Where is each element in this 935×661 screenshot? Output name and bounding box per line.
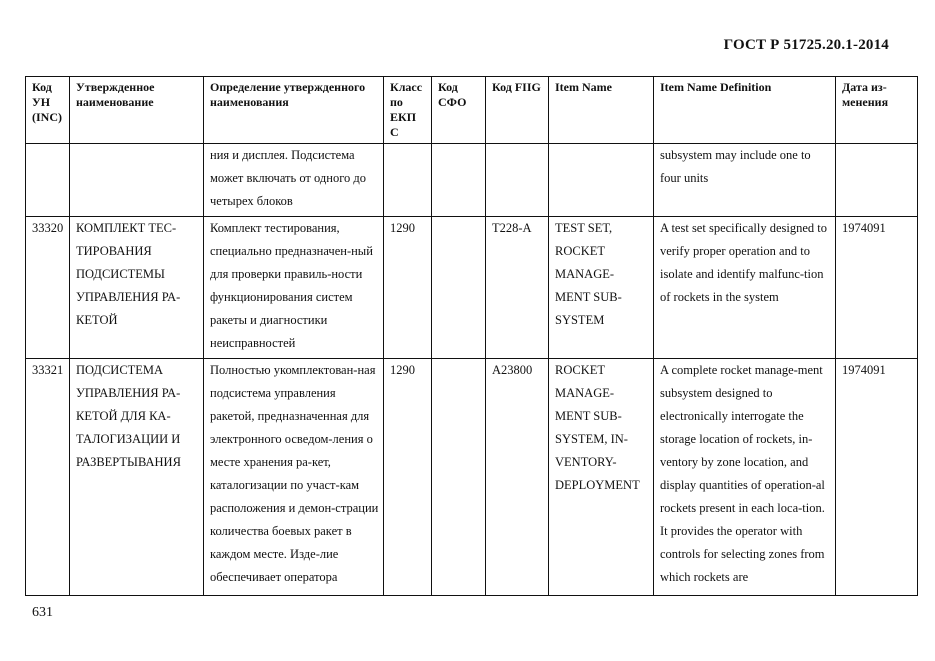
catalog-table [25, 76, 918, 596]
cell-approved-name [70, 144, 204, 217]
table-row [26, 217, 918, 359]
cell-fiig: A23800 [486, 359, 549, 596]
cell-sfo [432, 217, 486, 359]
col-header-fiig: Код FIIG [486, 77, 549, 144]
cell-sfo [432, 359, 486, 596]
cell-class [384, 144, 432, 217]
cell-approved-name: ПОДСИСТЕМА УПРАВЛЕНИЯ РА-КЕТОЙ ДЛЯ КА-ТАЛОГИЗАЦИИ И РАЗВЕРТЫВАНИЯ [70, 359, 204, 596]
col-header-item-definition: Item Name Definition [654, 77, 836, 144]
cell-item-name: TEST SET, ROCKET MANAGE-MENT SUB-SYSTEM [549, 217, 654, 359]
cell-change-date [836, 144, 918, 217]
col-header-approved-name: Утвержденное наименование [70, 77, 204, 144]
page-number: 631 [32, 605, 53, 620]
cell-class: 1290 [384, 359, 432, 596]
cell-sfo [432, 144, 486, 217]
cell-inc: 33321 [26, 359, 70, 596]
cell-change-date: 1974091 [836, 359, 918, 596]
cell-definition: ния и дисплея. Подсистема может включать от одного до четырех блоков [204, 144, 384, 217]
col-header-definition: Определение утвержденного наименования [204, 77, 384, 144]
cell-definition: Полностью укомплектован-ная подсистема управления ракетой, предназначенная для электронного осведом-ления о месте хранения ра-кет, каталогизации по участ-кам расположения и демон-страции количества боевых ракет в каждом месте. Изде-лие обеспечивает оператора [204, 359, 384, 596]
col-header-inc: Код УН (INC) [26, 77, 70, 144]
cell-fiig [486, 144, 549, 217]
col-header-class: Класс по ЕКП С [384, 77, 432, 144]
cell-definition: Комплект тестирования, специально предназначен-ный для проверки правиль-ности функционирования систем ракеты и диагностики неисправностей [204, 217, 384, 359]
table-header-row [26, 77, 918, 144]
document-title: ГОСТ Р 51725.20.1-2014 [723, 37, 889, 53]
cell-fiig: T228-A [486, 217, 549, 359]
cell-change-date: 1974091 [836, 217, 918, 359]
cell-item-name: ROCKET MANAGE-MENT SUB-SYSTEM, IN-VENTORY-DEPLOYMENT [549, 359, 654, 596]
col-header-change-date: Дата из-менения [836, 77, 918, 144]
cell-approved-name: КОМПЛЕКТ ТЕС-ТИРОВАНИЯ ПОДСИСТЕМЫ УПРАВЛЕНИЯ РА-КЕТОЙ [70, 217, 204, 359]
cell-item-definition: subsystem may include one to four units [654, 144, 836, 217]
cell-item-definition: A complete rocket manage-ment subsystem designed to electronically interrogate the storage location of rockets, in-ventory by zone location, and display quantities of operation-al rockets present in each loca-tion. It provides the operator with controls for selecting zones from which rockets are [654, 359, 836, 596]
col-header-sfo: Код СФО [432, 77, 486, 144]
col-header-item-name: Item Name [549, 77, 654, 144]
cell-inc: 33320 [26, 217, 70, 359]
cell-item-definition: A test set specifically designed to verify proper operation and to isolate and identify malfunc-tion of rockets in the system [654, 217, 836, 359]
cell-class: 1290 [384, 217, 432, 359]
cell-inc [26, 144, 70, 217]
cell-item-name [549, 144, 654, 217]
table-row [26, 359, 918, 596]
table-row [26, 144, 918, 217]
